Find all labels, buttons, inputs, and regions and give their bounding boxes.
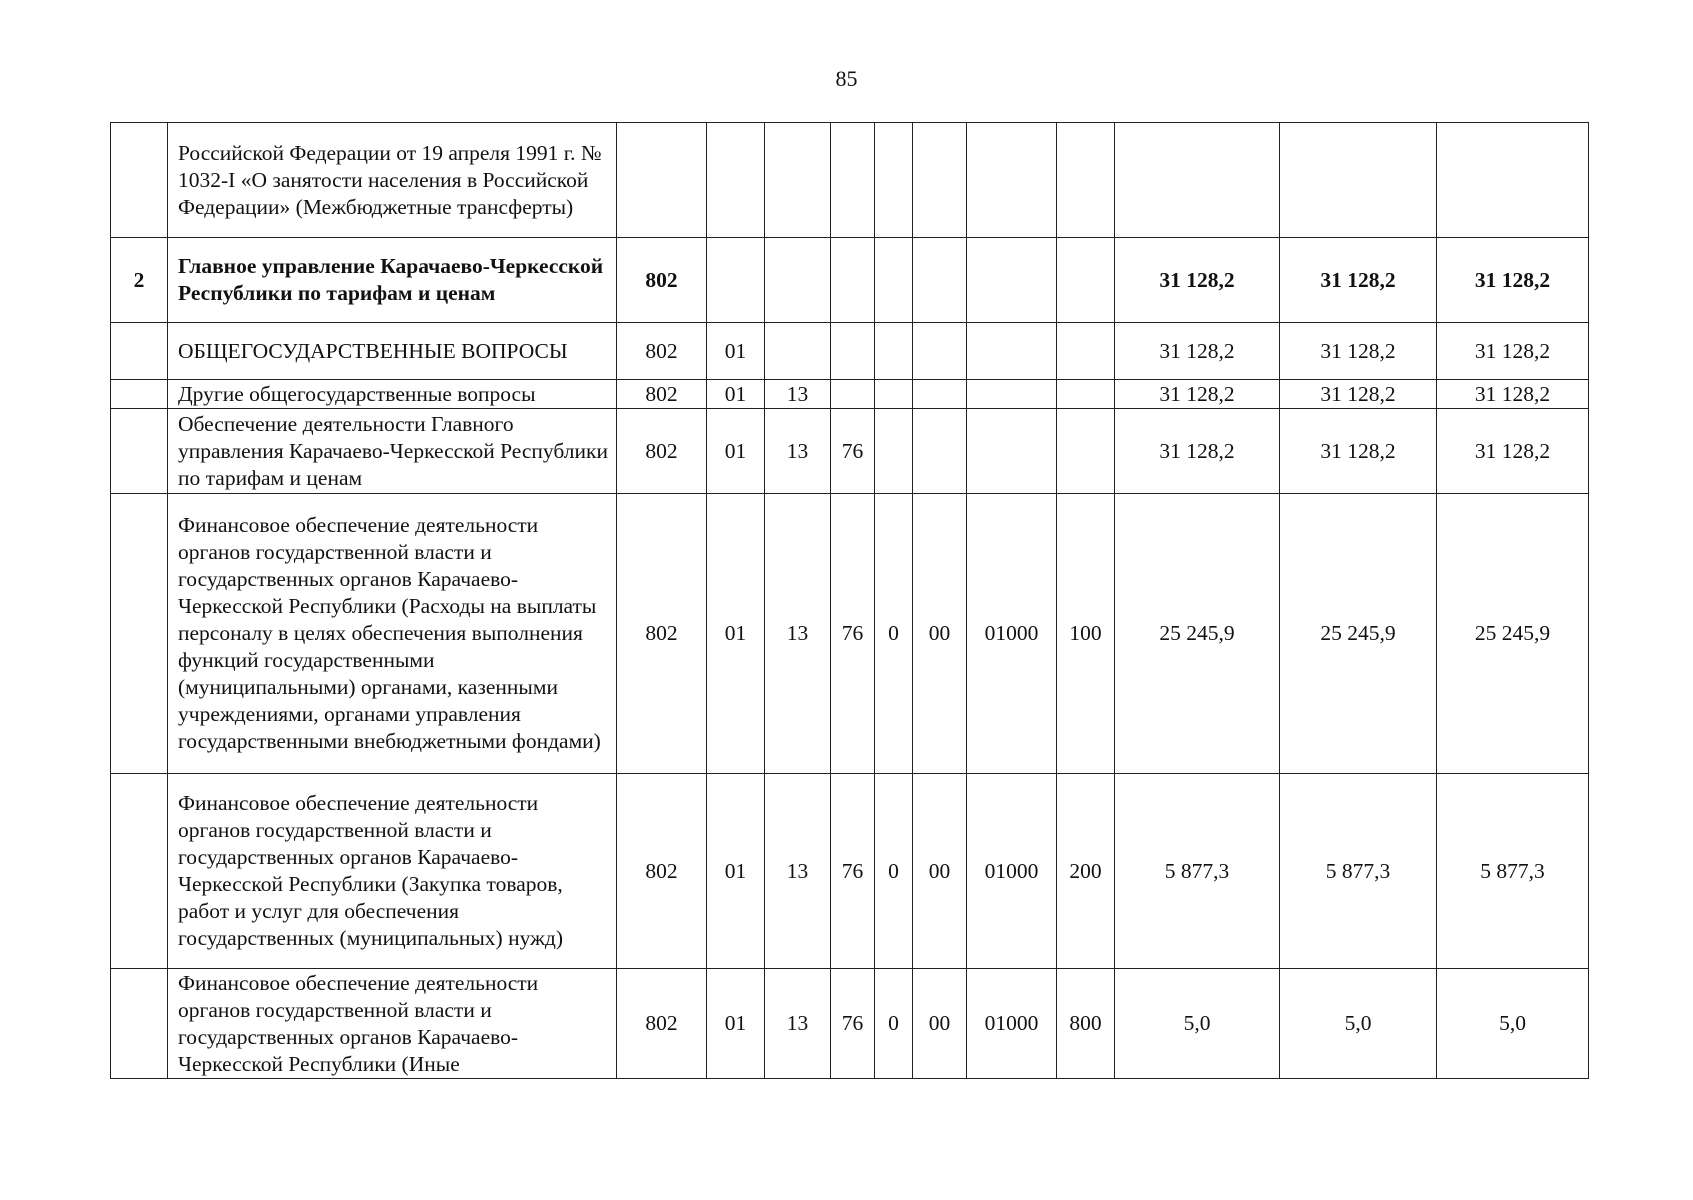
table-row (111, 123, 1589, 238)
amount-year-2: 31 128,2 (1280, 238, 1437, 323)
amount-year-3: 31 128,2 (1437, 380, 1589, 409)
expense-type-code: 200 (1057, 774, 1115, 969)
target-article-code (967, 323, 1057, 380)
row-number (111, 774, 168, 969)
target-article-code: 01000 (967, 494, 1057, 774)
table-row (111, 969, 1589, 1079)
podrazdel-code: 13 (765, 494, 831, 774)
target-article-subprogram (875, 123, 913, 238)
podrazdel-code: 13 (765, 969, 831, 1079)
expense-type-code (1057, 409, 1115, 494)
row-name: Финансовое обеспечение деятельности органов государственной власти и государственных органов Карачаево-Черкесской Республики (Закупка товаров, работ и услуг для обеспечения государственных (муниципальных) нужд) (168, 774, 617, 969)
razdel-code (707, 123, 765, 238)
vedomstvo-code: 802 (617, 323, 707, 380)
row-number (111, 123, 168, 238)
target-article-code (967, 123, 1057, 238)
amount-year-1: 31 128,2 (1115, 409, 1280, 494)
amount-year-1: 5 877,3 (1115, 774, 1280, 969)
amount-year-1: 5,0 (1115, 969, 1280, 1079)
expense-type-code: 100 (1057, 494, 1115, 774)
target-article-subprogram (875, 409, 913, 494)
vedomstvo-code: 802 (617, 969, 707, 1079)
amount-year-3 (1437, 123, 1589, 238)
target-article-subprogram (875, 323, 913, 380)
target-article-code: 01000 (967, 774, 1057, 969)
target-article-code (967, 238, 1057, 323)
amount-year-1 (1115, 123, 1280, 238)
target-article-subprogram (875, 238, 913, 323)
table-row (111, 380, 1589, 409)
page-number: 85 (835, 66, 858, 91)
amount-year-3: 5,0 (1437, 969, 1589, 1079)
table-row (111, 494, 1589, 774)
target-article-subprogram (875, 380, 913, 409)
amount-year-2: 31 128,2 (1280, 380, 1437, 409)
row-name: Финансовое обеспечение деятельности органов государственной власти и государственных органов Карачаево-Черкесской Республики (Иные (168, 969, 617, 1079)
target-article-direction (913, 409, 967, 494)
target-article-code (967, 409, 1057, 494)
target-article-program (831, 238, 875, 323)
amount-year-2: 5,0 (1280, 969, 1437, 1079)
vedomstvo-code: 802 (617, 494, 707, 774)
expense-type-code (1057, 238, 1115, 323)
vedomstvo-code: 802 (617, 774, 707, 969)
row-number (111, 969, 168, 1079)
amount-year-3: 25 245,9 (1437, 494, 1589, 774)
row-name: Финансовое обеспечение деятельности органов государственной власти и государственных органов Карачаево-Черкесской Республики (Расходы на выплаты персоналу в целях обеспечения выполнения функций государственными (муниципальными) органами, казенными учреждениями, органами управления государственными внебюджетными фондами) (168, 494, 617, 774)
target-article-program (831, 380, 875, 409)
target-article-direction (913, 123, 967, 238)
target-article-direction (913, 238, 967, 323)
amount-year-3: 31 128,2 (1437, 238, 1589, 323)
amount-year-2: 31 128,2 (1280, 409, 1437, 494)
row-name: ОБЩЕГОСУДАРСТВЕННЫЕ ВОПРОСЫ (168, 323, 617, 380)
amount-year-3: 31 128,2 (1437, 323, 1589, 380)
podrazdel-code (765, 323, 831, 380)
razdel-code: 01 (707, 774, 765, 969)
target-article-program: 76 (831, 409, 875, 494)
row-name: Другие общегосударственные вопросы (168, 380, 617, 409)
target-article-code (967, 380, 1057, 409)
target-article-direction (913, 323, 967, 380)
razdel-code: 01 (707, 494, 765, 774)
amount-year-3: 5 877,3 (1437, 774, 1589, 969)
razdel-code: 01 (707, 380, 765, 409)
table-row (111, 238, 1589, 323)
amount-year-2: 25 245,9 (1280, 494, 1437, 774)
table-row (111, 409, 1589, 494)
amount-year-1: 25 245,9 (1115, 494, 1280, 774)
table-row (111, 323, 1589, 380)
amount-year-2: 5 877,3 (1280, 774, 1437, 969)
target-article-subprogram: 0 (875, 494, 913, 774)
target-article-direction: 00 (913, 774, 967, 969)
target-article-direction: 00 (913, 494, 967, 774)
podrazdel-code (765, 123, 831, 238)
amount-year-1: 31 128,2 (1115, 323, 1280, 380)
razdel-code (707, 238, 765, 323)
amount-year-2: 31 128,2 (1280, 323, 1437, 380)
row-number (111, 494, 168, 774)
target-article-direction (913, 380, 967, 409)
vedomstvo-code: 802 (617, 380, 707, 409)
expense-type-code: 800 (1057, 969, 1115, 1079)
row-number (111, 409, 168, 494)
amount-year-3: 31 128,2 (1437, 409, 1589, 494)
podrazdel-code: 13 (765, 380, 831, 409)
table-row (111, 774, 1589, 969)
podrazdel-code (765, 238, 831, 323)
razdel-code: 01 (707, 409, 765, 494)
razdel-code: 01 (707, 323, 765, 380)
vedomstvo-code: 802 (617, 238, 707, 323)
podrazdel-code: 13 (765, 774, 831, 969)
target-article-program: 76 (831, 774, 875, 969)
row-number (111, 380, 168, 409)
expense-type-code (1057, 123, 1115, 238)
target-article-program: 76 (831, 969, 875, 1079)
amount-year-1: 31 128,2 (1115, 238, 1280, 323)
row-name: Главное управление Карачаево-Черкесской Республики по тарифам и ценам (168, 238, 617, 323)
target-article-subprogram: 0 (875, 774, 913, 969)
target-article-program (831, 123, 875, 238)
target-article-program (831, 323, 875, 380)
target-article-direction: 00 (913, 969, 967, 1079)
podrazdel-code: 13 (765, 409, 831, 494)
target-article-program: 76 (831, 494, 875, 774)
razdel-code: 01 (707, 969, 765, 1079)
budget-table (110, 122, 1589, 1079)
target-article-subprogram: 0 (875, 969, 913, 1079)
expense-type-code (1057, 380, 1115, 409)
amount-year-2 (1280, 123, 1437, 238)
expense-type-code (1057, 323, 1115, 380)
row-name: Российской Федерации от 19 апреля 1991 г. № 1032-I «О занятости населения в Российской Федерации» (Межбюджетные трансферты) (168, 123, 617, 238)
row-number (111, 323, 168, 380)
row-name: Обеспечение деятельности Главного управления Карачаево-Черкесской Республики по тарифам и ценам (168, 409, 617, 494)
vedomstvo-code: 802 (617, 409, 707, 494)
row-number: 2 (111, 238, 168, 323)
amount-year-1: 31 128,2 (1115, 380, 1280, 409)
target-article-code: 01000 (967, 969, 1057, 1079)
vedomstvo-code (617, 123, 707, 238)
